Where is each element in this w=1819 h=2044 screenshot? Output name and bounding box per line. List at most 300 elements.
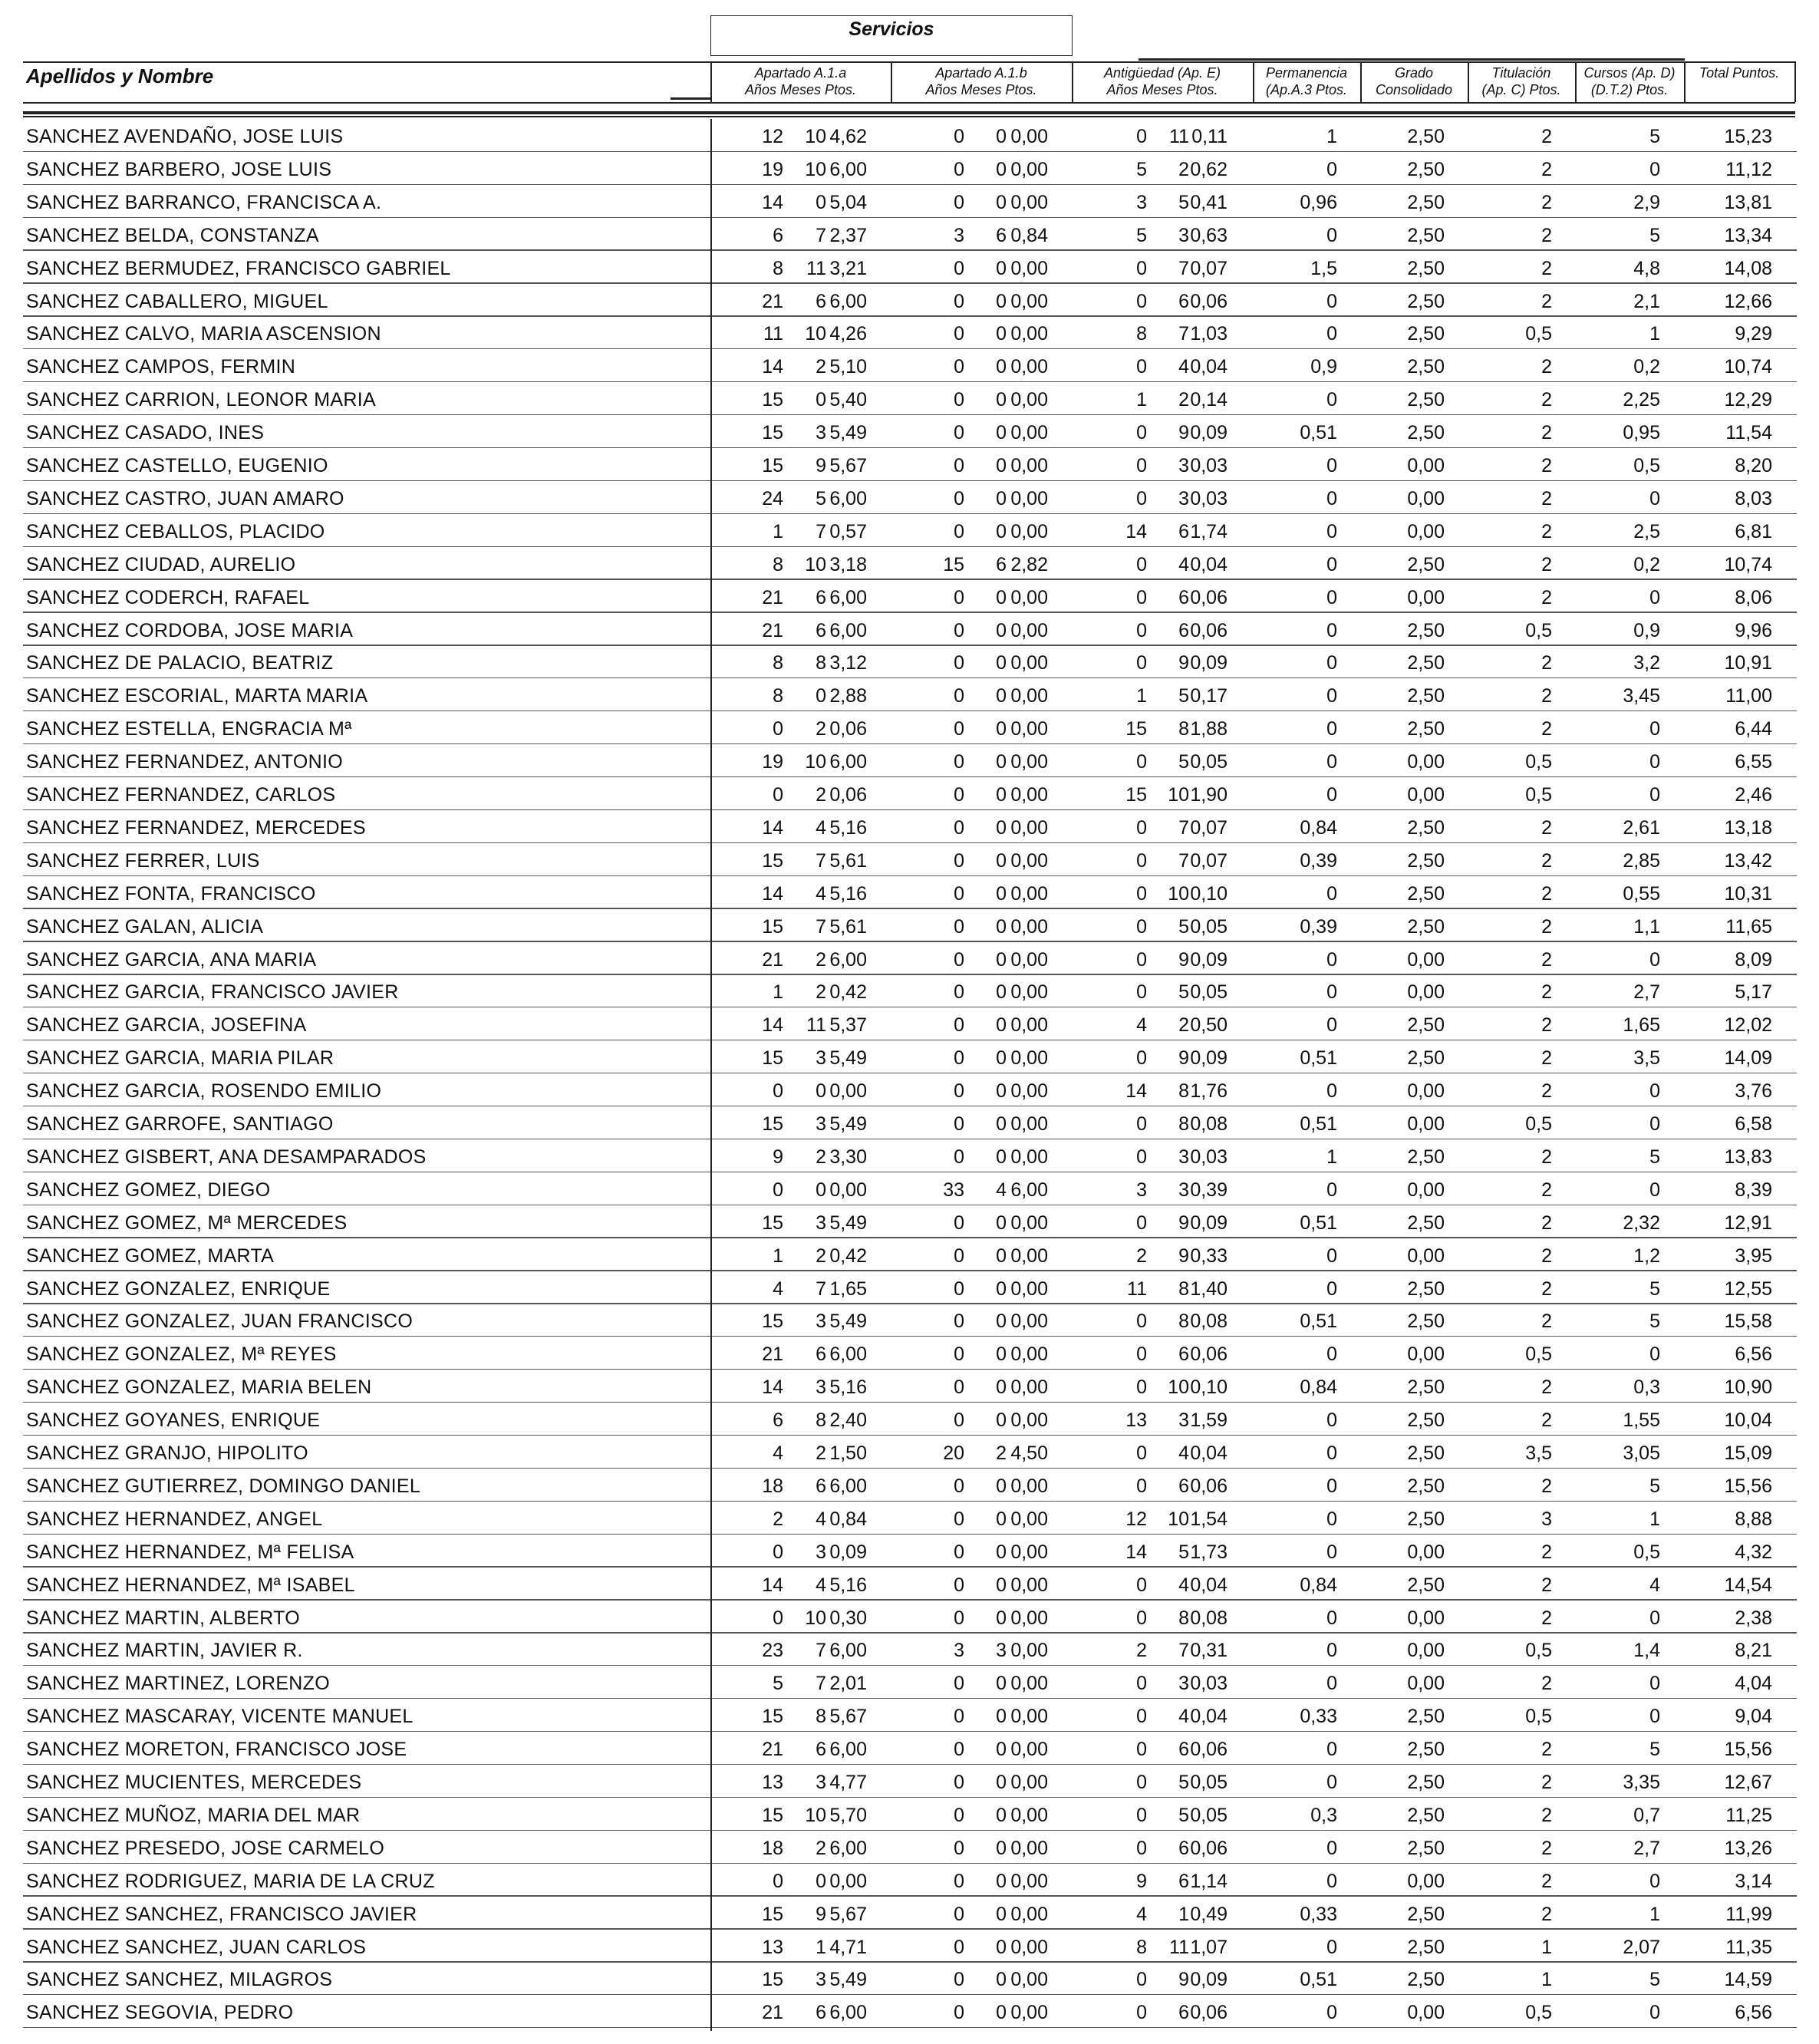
titulacion-points: 0,5 <box>1525 1113 1552 1135</box>
a1b-points: 0,00 <box>1010 685 1048 707</box>
antiguedad-points: 0,05 <box>1190 1804 1227 1826</box>
a1b-years: 0 <box>954 586 964 608</box>
permanencia-points: 0 <box>1326 948 1337 971</box>
a1a-months: 3 <box>816 1212 826 1234</box>
a1a-points: 5,16 <box>829 1376 867 1399</box>
antiguedad-years: 0 <box>1136 1706 1147 1728</box>
total-points: 12,02 <box>1724 1014 1772 1037</box>
a1b-months: 0 <box>996 586 1007 608</box>
grado-points: 2,50 <box>1407 1212 1445 1234</box>
applicant-name: SANCHEZ CASTRO, JUAN AMARO <box>26 487 344 509</box>
titulacion-points: 2 <box>1541 1541 1552 1563</box>
permanencia-points: 0 <box>1326 1278 1337 1300</box>
titulacion-points: 2 <box>1541 1837 1552 1859</box>
a1b-points: 0,00 <box>1010 1541 1048 1563</box>
a1a-points: 6,00 <box>829 487 867 509</box>
antiguedad-years: 0 <box>1136 1146 1147 1168</box>
antiguedad-months: 9 <box>1178 948 1189 971</box>
a1a-years: 21 <box>762 948 783 971</box>
a1b-months: 0 <box>996 1739 1007 1761</box>
antiguedad-years: 3 <box>1136 191 1147 213</box>
a1a-months: 3 <box>816 1310 826 1333</box>
a1a-months: 7 <box>816 849 826 872</box>
a1a-points: 5,49 <box>829 1113 867 1135</box>
antiguedad-months: 5 <box>1178 1804 1189 1826</box>
antiguedad-months: 6 <box>1178 586 1189 608</box>
grado-points: 2,50 <box>1407 389 1445 411</box>
cursos-points: 0,7 <box>1633 1804 1660 1826</box>
cursos-points: 3,05 <box>1623 1442 1660 1464</box>
antiguedad-years: 0 <box>1136 1475 1147 1497</box>
total-points: 11,99 <box>1725 1903 1772 1925</box>
a1a-years: 0 <box>773 1541 783 1563</box>
a1b-years: 0 <box>954 751 964 773</box>
antiguedad-months: 3 <box>1178 1409 1189 1432</box>
a1a-months: 10 <box>805 751 826 773</box>
antiguedad-points: 0,09 <box>1190 422 1227 444</box>
table-row <box>23 1666 1797 1699</box>
a1b-years: 0 <box>954 784 964 806</box>
a1b-points: 0,00 <box>1010 1574 1048 1596</box>
a1a-months: 3 <box>816 1772 826 1793</box>
total-points: 6,81 <box>1735 520 1772 542</box>
a1a-months: 3 <box>816 1376 826 1399</box>
a1a-months: 0 <box>816 1179 826 1201</box>
permanencia-points: 0 <box>1326 1936 1337 1958</box>
a1a-months: 0 <box>816 1080 826 1103</box>
grado-points: 0,00 <box>1407 1673 1445 1695</box>
a1a-points: 3,30 <box>829 1146 867 1168</box>
a1a-years: 4 <box>773 1442 783 1464</box>
antiguedad-points: 0,05 <box>1190 1772 1227 1793</box>
a1b-points: 0,00 <box>1010 718 1048 740</box>
applicant-name: SANCHEZ FERNANDEZ, MERCEDES <box>26 816 366 839</box>
antiguedad-years: 0 <box>1136 290 1147 312</box>
grado-points: 0,00 <box>1407 784 1445 806</box>
permanencia-points: 0 <box>1326 1409 1337 1432</box>
titulacion-points: 2 <box>1541 1212 1552 1234</box>
permanencia-points: 0 <box>1326 981 1337 1004</box>
a1a-months: 0 <box>816 1870 826 1892</box>
a1b-months: 0 <box>996 915 1007 938</box>
a1a-years: 19 <box>762 751 783 773</box>
a1a-years: 15 <box>762 849 783 872</box>
antiguedad-months: 7 <box>1178 849 1189 872</box>
titulacion-points: 2 <box>1541 1047 1552 1070</box>
antiguedad-years: 0 <box>1136 1212 1147 1234</box>
antiguedad-points: 1,59 <box>1190 1409 1227 1432</box>
antiguedad-years: 0 <box>1136 1969 1147 1991</box>
permanencia-points: 0,51 <box>1300 422 1337 444</box>
permanencia-points: 0 <box>1326 290 1337 312</box>
a1a-points: 5,67 <box>829 1706 867 1728</box>
antiguedad-months: 5 <box>1178 751 1189 773</box>
grado-points: 2,50 <box>1407 816 1445 839</box>
antiguedad-points: 0,04 <box>1190 1574 1227 1596</box>
table-row <box>23 1732 1797 1765</box>
a1b-points: 0,00 <box>1010 1903 1048 1925</box>
a1b-months: 0 <box>996 126 1007 147</box>
antiguedad-points: 0,03 <box>1190 487 1227 509</box>
a1a-years: 15 <box>762 1113 783 1135</box>
a1a-points: 3,21 <box>829 257 867 279</box>
a1a-points: 2,88 <box>829 685 867 707</box>
a1b-points: 0,00 <box>1010 1969 1048 1991</box>
a1a-months: 2 <box>816 718 826 740</box>
applicant-name: SANCHEZ SANCHEZ, FRANCISCO JAVIER <box>26 1903 417 1925</box>
a1b-points: 0,00 <box>1010 2002 1048 2024</box>
a1b-years: 0 <box>954 257 964 279</box>
table-row <box>23 547 1797 580</box>
titulacion-points: 2 <box>1541 718 1552 740</box>
table-row <box>23 1568 1797 1601</box>
a1a-years: 18 <box>762 1475 783 1497</box>
permanencia-points: 0 <box>1326 389 1337 411</box>
antiguedad-months: 6 <box>1178 619 1189 641</box>
antiguedad-years: 9 <box>1136 1870 1147 1892</box>
a1a-points: 2,01 <box>829 1673 867 1695</box>
a1b-months: 0 <box>996 981 1007 1004</box>
applicant-name: SANCHEZ ESCORIAL, MARTA MARIA <box>26 685 368 707</box>
cursos-points: 3,5 <box>1633 1047 1660 1070</box>
cursos-points: 0 <box>1649 751 1660 773</box>
table-row <box>23 1864 1797 1897</box>
permanencia-points: 0 <box>1326 685 1337 707</box>
applicant-name: SANCHEZ SANCHEZ, JUAN CARLOS <box>26 1936 367 1958</box>
a1a-months: 6 <box>816 1475 826 1497</box>
antiguedad-points: 0,05 <box>1190 981 1227 1004</box>
total-points: 2,38 <box>1735 1607 1772 1629</box>
a1b-points: 0,00 <box>1010 981 1048 1004</box>
a1a-points: 3,12 <box>829 652 867 674</box>
antiguedad-months: 3 <box>1178 455 1189 476</box>
a1a-months: 2 <box>816 784 826 806</box>
a1b-points: 0,00 <box>1010 784 1048 806</box>
a1a-points: 1,65 <box>829 1278 867 1300</box>
antiguedad-points: 0,03 <box>1190 1146 1227 1168</box>
antiguedad-years: 14 <box>1125 1080 1147 1103</box>
total-points: 8,03 <box>1735 487 1772 509</box>
a1b-points: 0,00 <box>1010 849 1048 872</box>
a1a-years: 1 <box>773 520 783 542</box>
permanencia-points: 0,9 <box>1310 356 1337 378</box>
antiguedad-years: 0 <box>1136 1837 1147 1859</box>
cursos-points: 0 <box>1649 1113 1660 1135</box>
a1b-years: 15 <box>943 553 964 575</box>
applicant-name: SANCHEZ MARTINEZ, LORENZO <box>26 1673 330 1695</box>
a1b-years: 0 <box>954 191 964 213</box>
a1a-points: 5,16 <box>829 816 867 839</box>
grado-points: 0,00 <box>1407 751 1445 773</box>
a1a-months: 3 <box>816 1113 826 1135</box>
a1a-months: 3 <box>816 422 826 444</box>
a1b-points: 0,00 <box>1010 520 1048 542</box>
applicant-name: SANCHEZ BELDA, CONSTANZA <box>26 224 319 246</box>
permanencia-points: 0 <box>1326 751 1337 773</box>
a1a-months: 0 <box>816 389 826 411</box>
a1b-years: 0 <box>954 455 964 476</box>
a1a-years: 15 <box>762 1706 783 1728</box>
antiguedad-months: 2 <box>1178 158 1189 180</box>
antiguedad-years: 14 <box>1125 1541 1147 1563</box>
grado-points: 2,50 <box>1407 1376 1445 1399</box>
permanencia-points: 0 <box>1326 455 1337 476</box>
a1b-months: 0 <box>996 323 1007 345</box>
cursos-points: 2,61 <box>1623 816 1660 839</box>
a1a-months: 2 <box>816 948 826 971</box>
total-points: 6,56 <box>1735 2002 1772 2024</box>
grado-points: 2,50 <box>1407 1014 1445 1037</box>
cursos-header-line1: Cursos (Ap. D) <box>1583 65 1676 81</box>
antiguedad-months: 8 <box>1178 1607 1189 1629</box>
antiguedad-points: 0,09 <box>1190 652 1227 674</box>
titulacion-points: 2 <box>1541 422 1552 444</box>
a1a-years: 5 <box>773 1673 783 1695</box>
antiguedad-months: 6 <box>1178 2002 1189 2024</box>
a1b-points: 0,00 <box>1010 1310 1048 1333</box>
table-row <box>23 1370 1797 1403</box>
a1b-months: 0 <box>996 1673 1007 1695</box>
a1b-years: 0 <box>954 1245 964 1267</box>
a1b-months: 2 <box>996 1442 1007 1464</box>
a1a-header-line2: Años Meses Ptos. <box>744 82 857 97</box>
antiguedad-months: 2 <box>1178 1014 1189 1037</box>
antiguedad-points: 0,09 <box>1190 1969 1227 1991</box>
permanencia-points: 0,33 <box>1300 1706 1337 1728</box>
cursos-points: 1,55 <box>1623 1409 1660 1432</box>
a1b-points: 0,00 <box>1010 323 1048 345</box>
antiguedad-points: 0,09 <box>1190 1047 1227 1070</box>
a1a-points: 5,16 <box>829 882 867 905</box>
a1b-years: 0 <box>954 2002 964 2024</box>
titulacion-points: 2 <box>1541 1574 1552 1596</box>
a1a-months: 9 <box>816 455 826 476</box>
cursos-points: 0 <box>1649 586 1660 608</box>
titulacion-header-line1: Titulación <box>1491 65 1551 81</box>
header-divider <box>1794 61 1796 102</box>
a1a-months: 10 <box>805 1607 826 1629</box>
a1a-points: 5,16 <box>829 1574 867 1596</box>
a1b-years: 0 <box>954 1541 964 1563</box>
titulacion-points: 2 <box>1541 1278 1552 1300</box>
table-row <box>23 382 1797 415</box>
total-points: 9,96 <box>1735 619 1772 641</box>
antiguedad-points: 0,39 <box>1190 1179 1227 1201</box>
table-row <box>23 152 1797 185</box>
a1b-years: 0 <box>954 1146 964 1168</box>
a1b-months: 0 <box>996 652 1007 674</box>
a1b-years: 0 <box>954 1014 964 1037</box>
a1b-years: 0 <box>954 290 964 312</box>
permanencia-points: 0 <box>1326 1640 1337 1662</box>
a1a-points: 5,67 <box>829 455 867 476</box>
a1b-months: 0 <box>996 1607 1007 1629</box>
a1b-years: 0 <box>954 1212 964 1234</box>
a1a-years: 8 <box>773 652 783 674</box>
antiguedad-years: 0 <box>1136 1574 1147 1596</box>
a1b-years: 0 <box>954 718 964 740</box>
antiguedad-months: 5 <box>1178 1541 1189 1563</box>
grado-points: 0,00 <box>1407 487 1445 509</box>
grado-points: 2,50 <box>1407 685 1445 707</box>
permanencia-points: 0,51 <box>1300 1310 1337 1333</box>
a1b-points: 0,00 <box>1010 1376 1048 1399</box>
grado-points: 0,00 <box>1407 1245 1445 1267</box>
antiguedad-points: 0,07 <box>1190 257 1227 279</box>
cursos-points: 0,95 <box>1623 422 1660 444</box>
grado-points: 2,50 <box>1407 224 1445 246</box>
grado-points: 2,50 <box>1407 882 1445 905</box>
cursos-points: 0,5 <box>1633 1541 1660 1563</box>
a1b-years: 0 <box>954 1574 964 1596</box>
permanencia-points: 0 <box>1326 2002 1337 2024</box>
table-row <box>23 810 1797 843</box>
antiguedad-months: 9 <box>1178 1969 1189 1991</box>
a1a-points: 0,09 <box>829 1541 867 1563</box>
titulacion-points: 0,5 <box>1525 784 1552 806</box>
table-row <box>23 744 1797 777</box>
a1b-points: 0,00 <box>1010 1508 1048 1530</box>
table-row <box>23 678 1797 711</box>
grado-points: 2,50 <box>1407 356 1445 378</box>
a1b-years: 0 <box>954 915 964 938</box>
a1a-years: 0 <box>773 718 783 740</box>
antiguedad-years: 1 <box>1136 685 1147 707</box>
a1b-months: 0 <box>996 1837 1007 1859</box>
total-points: 13,83 <box>1724 1146 1772 1168</box>
a1a-points: 5,61 <box>829 915 867 938</box>
a1b-points: 0,00 <box>1010 1607 1048 1629</box>
grado-points: 0,00 <box>1407 1343 1445 1366</box>
a1b-points: 0,00 <box>1010 1706 1048 1728</box>
cursos-points: 0,2 <box>1633 553 1660 575</box>
titulacion-points: 2 <box>1541 1014 1552 1037</box>
antiguedad-points: 1,76 <box>1190 1080 1227 1103</box>
titulacion-points: 2 <box>1541 1903 1552 1925</box>
a1b-months: 0 <box>996 784 1007 806</box>
grado-points: 2,50 <box>1407 1936 1445 1958</box>
applicant-name: SANCHEZ MUCIENTES, MERCEDES <box>26 1772 362 1793</box>
table-row <box>23 448 1797 481</box>
a1b-points: 0,00 <box>1010 1212 1048 1234</box>
a1a-points: 6,00 <box>829 586 867 608</box>
servicios-header: Servicios <box>849 18 934 40</box>
applicant-name: SANCHEZ RODRIGUEZ, MARIA DE LA CRUZ <box>26 1870 435 1892</box>
applicant-name: SANCHEZ GOMEZ, MARTA <box>26 1245 275 1267</box>
applicant-name: SANCHEZ MASCARAY, VICENTE MANUEL <box>26 1706 414 1728</box>
titulacion-points: 2 <box>1541 1409 1552 1432</box>
a1b-years: 0 <box>954 1278 964 1300</box>
total-points: 9,29 <box>1735 323 1772 345</box>
a1a-months: 11 <box>806 1014 826 1037</box>
a1a-points: 0,00 <box>829 1179 867 1201</box>
applicant-name: SANCHEZ CAMPOS, FERMIN <box>26 356 296 378</box>
a1a-years: 21 <box>762 586 783 608</box>
grado-points: 0,00 <box>1407 2002 1445 2024</box>
permanencia-points: 0 <box>1326 652 1337 674</box>
antiguedad-months: 4 <box>1178 356 1189 378</box>
antiguedad-years: 0 <box>1136 1739 1147 1761</box>
a1b-points: 0,00 <box>1010 1047 1048 1070</box>
a1b-years: 0 <box>954 981 964 1004</box>
table-row <box>23 1831 1797 1864</box>
applicant-name: SANCHEZ GOMEZ, Mª MERCEDES <box>26 1212 348 1234</box>
grado-points: 2,50 <box>1407 422 1445 444</box>
titulacion-points: 2 <box>1541 1475 1552 1497</box>
table-row <box>23 415 1797 448</box>
a1a-months: 4 <box>816 1508 826 1530</box>
table-row <box>23 876 1797 909</box>
titulacion-points: 2 <box>1541 290 1552 312</box>
a1a-points: 5,49 <box>829 1212 867 1234</box>
permanencia-header-line1: Permanencia <box>1265 65 1348 81</box>
total-points: 6,56 <box>1735 1343 1772 1366</box>
applicant-name: SANCHEZ MARTIN, JAVIER R. <box>26 1640 303 1662</box>
antiguedad-years: 0 <box>1136 849 1147 872</box>
a1a-years: 21 <box>762 619 783 641</box>
a1a-months: 2 <box>816 1146 826 1168</box>
cursos-points: 2,1 <box>1633 290 1660 312</box>
antiguedad-years: 0 <box>1136 1310 1147 1333</box>
antiguedad-points: 1,03 <box>1190 323 1227 345</box>
antiguedad-years: 0 <box>1136 948 1147 971</box>
permanencia-points: 0 <box>1326 323 1337 345</box>
antiguedad-years: 15 <box>1125 784 1147 806</box>
cursos-header-line2: (D.T.2) Ptos. <box>1590 82 1669 97</box>
table-row <box>23 514 1797 547</box>
a1b-months: 0 <box>996 1113 1007 1135</box>
antiguedad-months: 5 <box>1178 191 1189 213</box>
permanencia-points: 1 <box>1326 1146 1337 1168</box>
a1b-years: 0 <box>954 1936 964 1958</box>
permanencia-points: 0 <box>1326 882 1337 905</box>
cursos-points: 4 <box>1649 1574 1660 1596</box>
a1a-months: 6 <box>816 586 826 608</box>
antiguedad-years: 0 <box>1136 356 1147 378</box>
applicant-name: SANCHEZ GARCIA, FRANCISCO JAVIER <box>26 981 399 1004</box>
a1a-months: 6 <box>816 2002 826 2024</box>
cursos-points: 0,9 <box>1633 619 1660 641</box>
a1a-months: 7 <box>816 224 826 246</box>
a1b-months: 0 <box>996 1212 1007 1234</box>
antiguedad-years: 14 <box>1125 520 1147 542</box>
total-points: 13,42 <box>1724 849 1772 872</box>
a1b-years: 0 <box>954 1409 964 1432</box>
antiguedad-months: 5 <box>1178 1772 1189 1793</box>
cursos-points: 0 <box>1649 1343 1660 1366</box>
table-row <box>23 1172 1797 1205</box>
a1a-months: 6 <box>816 619 826 641</box>
antiguedad-years: 0 <box>1136 2002 1147 2024</box>
antiguedad-years: 0 <box>1136 1047 1147 1070</box>
cursos-points: 5 <box>1649 1475 1660 1497</box>
antiguedad-months: 7 <box>1178 816 1189 839</box>
antiguedad-points: 0,06 <box>1190 1343 1227 1366</box>
a1a-points: 6,00 <box>829 1837 867 1859</box>
a1a-points: 2,40 <box>829 1409 867 1432</box>
a1b-years: 0 <box>954 422 964 444</box>
a1b-points: 0,00 <box>1010 1080 1048 1103</box>
antiguedad-months: 6 <box>1178 1870 1189 1892</box>
a1b-points: 0,00 <box>1010 1475 1048 1497</box>
grado-points: 0,00 <box>1407 1541 1445 1563</box>
total-points: 12,29 <box>1724 389 1772 411</box>
a1b-points: 0,00 <box>1010 882 1048 905</box>
grado-points: 2,50 <box>1407 1310 1445 1333</box>
total-points: 10,74 <box>1724 553 1772 575</box>
grado-points: 2,50 <box>1407 1837 1445 1859</box>
a1a-years: 15 <box>762 1903 783 1925</box>
